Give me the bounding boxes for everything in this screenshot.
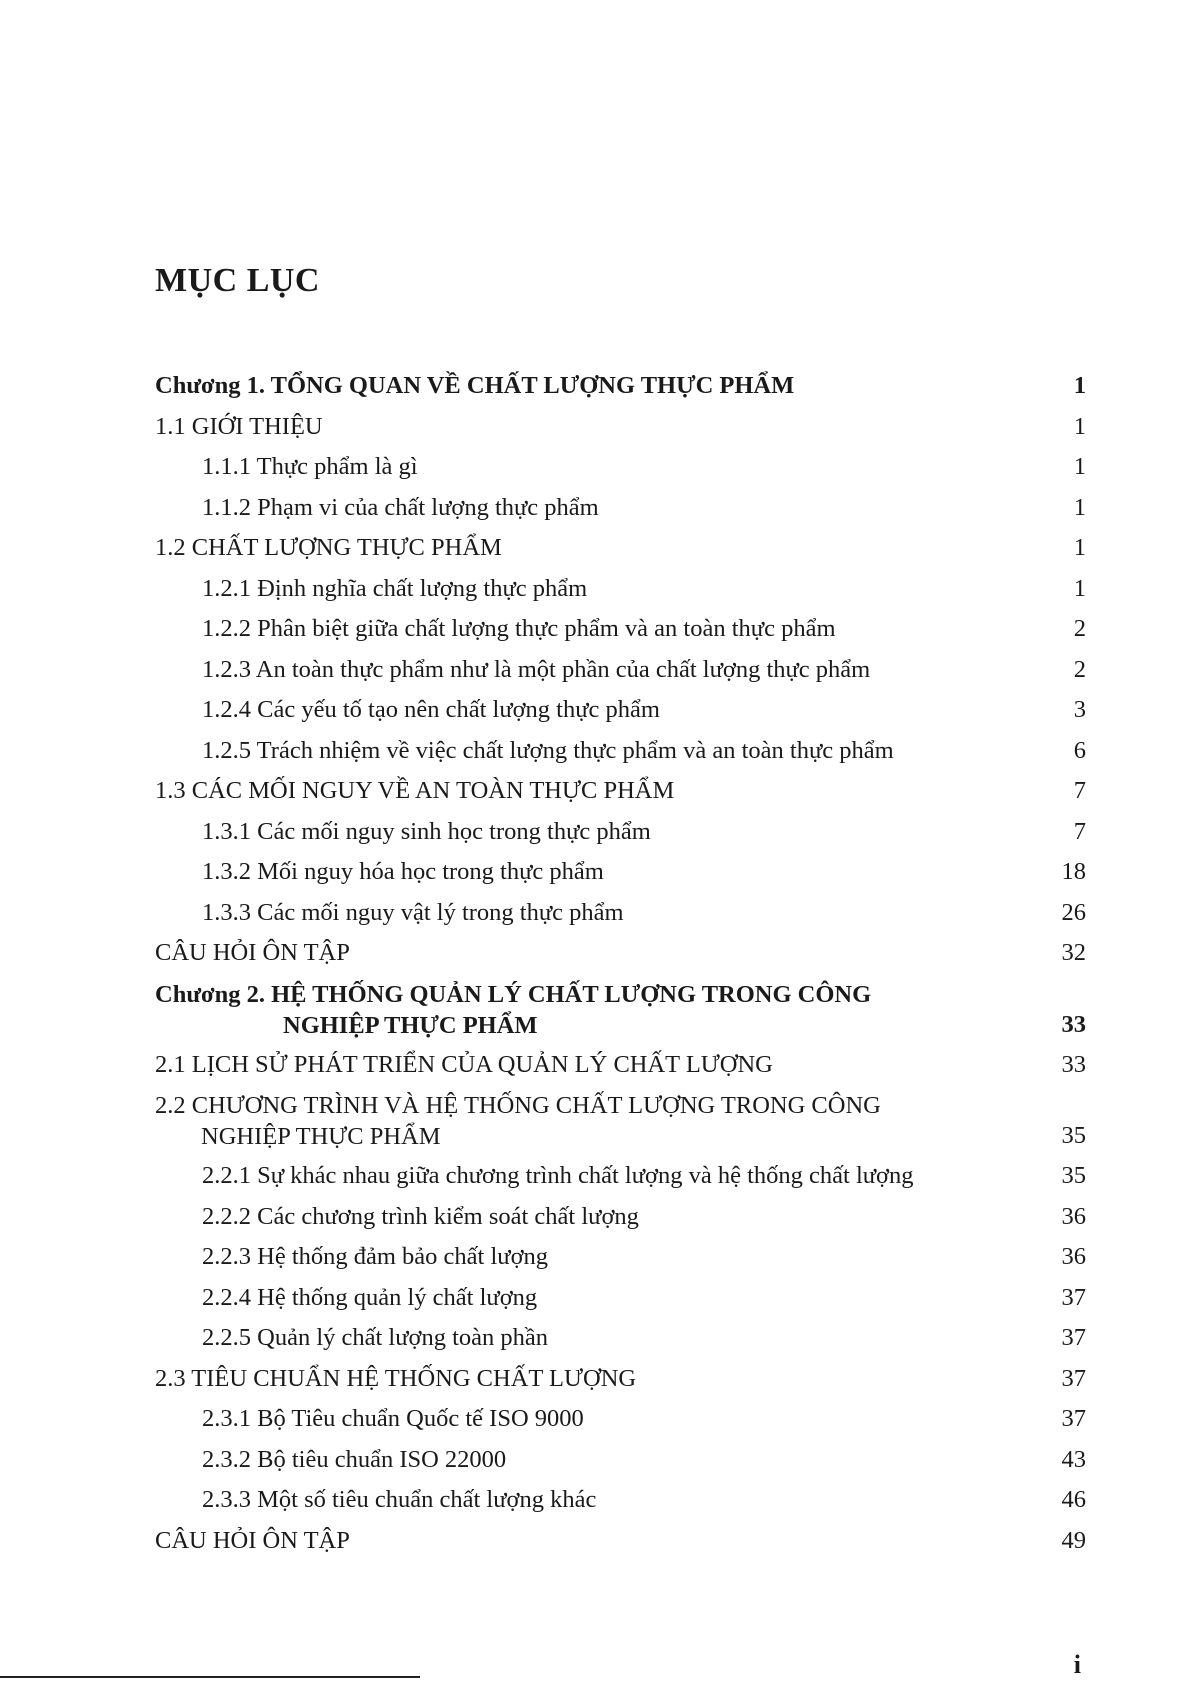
toc-entry-title <box>155 412 323 442</box>
toc-entry-title <box>202 574 587 604</box>
toc-entry-page-number: 1 <box>1073 493 1086 521</box>
toc-entry-title-line: 1.3.1 Các mối nguy sinh học trong thực phẩm <box>202 817 651 845</box>
toc-section-entry <box>0 407 1191 448</box>
toc-entry-title <box>202 1445 506 1475</box>
toc-entry-page-number: 26 <box>1061 898 1086 926</box>
toc-entry-page-number: 33 <box>1061 1010 1086 1038</box>
toc-subsection-entry <box>0 812 1191 853</box>
toc-section-entry <box>0 933 1191 974</box>
toc-entry-title <box>155 979 955 1041</box>
page-title: MỤC LỤC <box>155 262 320 299</box>
toc-entry-title-line: 2.2.5 Quản lý chất lượng toàn phần <box>202 1324 549 1351</box>
toc-entry-page-number: 7 <box>1073 777 1086 804</box>
toc-subsection-entry <box>0 893 1191 934</box>
toc-entry-page-number: 36 <box>1061 1202 1086 1230</box>
toc-entry-title-continuation: NGHIỆP THỰC PHẨM <box>201 1123 441 1150</box>
toc-entry-title <box>155 776 674 806</box>
toc-entry-title <box>155 938 350 968</box>
toc-subsection-entry <box>0 569 1191 610</box>
toc-subsection-entry <box>0 1197 1191 1238</box>
toc-subsection-entry <box>0 488 1191 529</box>
toc-subsection-entry <box>0 1318 1191 1359</box>
toc-entry-title <box>202 1283 537 1313</box>
toc-entry-page-number: 3 <box>1073 696 1086 723</box>
toc-entry-title-line: CÂU HỎI ÔN TẬP <box>155 1526 350 1554</box>
toc-entry-title <box>202 1242 548 1272</box>
toc-entry-title <box>202 493 599 523</box>
toc-entry-page-number: 36 <box>1061 1243 1086 1270</box>
bottom-rule <box>0 1676 420 1678</box>
toc-entry-page-number: 35 <box>1061 1162 1086 1189</box>
toc-entry-title-line: 2.2.3 Hệ thống đảm bảo chất lượng <box>202 1243 549 1270</box>
toc-section-entry <box>0 1521 1191 1562</box>
toc-entry-title-line: 2.2.4 Hệ thống quản lý chất lượng <box>202 1283 538 1311</box>
toc-entry-page-number: 1 <box>1073 372 1086 399</box>
toc-entry-page-number: 7 <box>1073 817 1086 845</box>
toc-subsection-entry <box>0 1156 1191 1197</box>
toc-entry-page-number: 1 <box>1073 453 1086 480</box>
toc-entry-page-number: 37 <box>1061 1364 1086 1392</box>
toc-entry-page-number: 1 <box>1073 412 1086 440</box>
toc-entry-title-line: 2.3.3 Một số tiêu chuẩn chất lượng khác <box>202 1486 597 1513</box>
toc-entry-page-number: 1 <box>1073 574 1086 602</box>
toc-entry-title <box>155 1526 350 1556</box>
toc-section-entry <box>0 771 1191 812</box>
toc-subsection-entry <box>0 1399 1191 1440</box>
toc-section-entry <box>0 1359 1191 1400</box>
toc-entry-title <box>155 533 502 563</box>
toc-section-entry <box>0 528 1191 569</box>
toc-entry-page-number: 35 <box>1061 1122 1086 1149</box>
toc-entry-title <box>202 655 870 685</box>
toc-entry-title <box>202 898 624 928</box>
toc-entry-title <box>155 1364 636 1394</box>
toc-entry-title <box>202 857 604 887</box>
toc-entry-title-line: 2.1 LỊCH SỬ PHÁT TRIỂN CỦA QUẢN LÝ CHẤT LƯỢNG <box>155 1050 773 1078</box>
toc-subsection-entry <box>0 650 1191 691</box>
toc-entry-title <box>202 1202 639 1232</box>
toc-entry-title-continuation: NGHIỆP THỰC PHẨM <box>283 1011 538 1039</box>
toc-entry-page-number: 37 <box>1061 1405 1086 1432</box>
toc-entry-page-number: 2 <box>1073 655 1086 683</box>
toc-subsection-entry <box>0 609 1191 650</box>
toc-entry-title <box>202 452 418 482</box>
toc-entry-title <box>202 1485 596 1515</box>
toc-subsection-entry <box>0 1480 1191 1521</box>
toc-entry-title-line: 2.3 TIÊU CHUẨN HỆ THỐNG CHẤT LƯỢNG <box>155 1364 637 1392</box>
toc-entry-title-line: 2.2 CHƯƠNG TRÌNH VÀ HỆ THỐNG CHẤT LƯỢNG TRONG CÔNG <box>155 1092 881 1119</box>
toc-entry-title-line: 1.3 CÁC MỐI NGUY VỀ AN TOÀN THỰC PHẨM <box>155 777 675 804</box>
toc-entry-page-number: 32 <box>1061 939 1086 966</box>
toc-entry-title-line: 1.2 CHẤT LƯỢNG THỰC PHẨM <box>155 534 502 561</box>
toc-entry-title-line: 1.1.2 Phạm vi của chất lượng thực phẩm <box>202 493 599 521</box>
page-number: i <box>1073 1650 1081 1679</box>
toc-entry-title <box>202 695 660 725</box>
toc-entry-title <box>202 1323 548 1353</box>
toc-entry-title-line: 1.3.2 Mối nguy hóa học trong thực phẩm <box>202 858 604 885</box>
toc-section-entry <box>0 1045 1191 1086</box>
toc-entry-title-line: 1.2.1 Định nghĩa chất lượng thực phẩm <box>202 574 588 602</box>
toc-entry-page-number: 37 <box>1061 1283 1086 1311</box>
toc-entry-title <box>202 1404 584 1434</box>
toc-entry-title <box>202 1161 914 1191</box>
toc-entry-title-line: Chương 1. TỔNG QUAN VỀ CHẤT LƯỢNG THỰC PHẨM <box>155 372 795 399</box>
toc-entry-title <box>202 614 836 644</box>
toc-entry-title-line: 2.2.1 Sự khác nhau giữa chương trình chất lượng và hệ thống chất lượng <box>202 1162 914 1189</box>
toc-entry-title <box>202 817 651 847</box>
toc-entry-title <box>155 371 794 401</box>
toc-entry-page-number: 33 <box>1061 1050 1086 1078</box>
toc-chapter-entry <box>0 366 1191 407</box>
toc-entry-title-line: 1.3.3 Các mối nguy vật lý trong thực phẩm <box>202 898 624 926</box>
toc-subsection-entry <box>0 731 1191 772</box>
toc-entry-title <box>155 1050 773 1080</box>
toc-entry-page-number: 18 <box>1061 858 1086 885</box>
toc-entry-title-line: 1.2.4 Các yếu tố tạo nên chất lượng thực phẩm <box>202 696 660 723</box>
toc-entry-title-line: 1.1 GIỚI THIỆU <box>155 412 323 440</box>
toc-subsection-entry <box>0 1278 1191 1319</box>
toc-entry-title-line: 2.3.1 Bộ Tiêu chuẩn Quốc tế ISO 9000 <box>202 1405 584 1432</box>
toc-entry-title-line: 2.3.2 Bộ tiêu chuẩn ISO 22000 <box>202 1445 507 1473</box>
toc-entry-title <box>155 1090 975 1152</box>
toc-subsection-entry <box>0 1237 1191 1278</box>
toc-section-entry <box>0 1085 1191 1156</box>
toc-entry-title-line: 1.2.3 An toàn thực phẩm như là một phần của chất lượng thực phẩm <box>202 655 871 683</box>
toc-entry-title-line: 1.2.5 Trách nhiệm về việc chất lượng thực phẩm và an toàn thực phẩm <box>202 736 894 764</box>
toc-entry-page-number: 49 <box>1061 1526 1086 1554</box>
toc-entry-page-number: 46 <box>1061 1486 1086 1513</box>
toc-entry-page-number: 37 <box>1061 1324 1086 1351</box>
toc-entry-title-line: Chương 2. HỆ THỐNG QUẢN LÝ CHẤT LƯỢNG TRONG CÔNG <box>155 980 872 1008</box>
toc-entry-page-number: 43 <box>1061 1445 1086 1473</box>
toc-subsection-entry <box>0 1440 1191 1481</box>
toc-entry-page-number: 2 <box>1073 615 1086 642</box>
toc-subsection-entry <box>0 447 1191 488</box>
toc-chapter-entry <box>0 974 1191 1045</box>
table-of-contents <box>0 366 1191 1561</box>
toc-entry-title-line: 2.2.2 Các chương trình kiểm soát chất lượng <box>202 1202 639 1230</box>
toc-subsection-entry <box>0 690 1191 731</box>
toc-entry-title-line: 1.1.1 Thực phẩm là gì <box>202 453 418 480</box>
toc-entry-title-line: 1.2.2 Phân biệt giữa chất lượng thực phẩm và an toàn thực phẩm <box>202 615 836 642</box>
toc-entry-page-number: 1 <box>1073 534 1086 561</box>
toc-entry-title-line: CÂU HỎI ÔN TẬP <box>155 939 350 966</box>
toc-entry-page-number: 6 <box>1073 736 1086 764</box>
toc-entry-title <box>202 736 894 766</box>
toc-subsection-entry <box>0 852 1191 893</box>
